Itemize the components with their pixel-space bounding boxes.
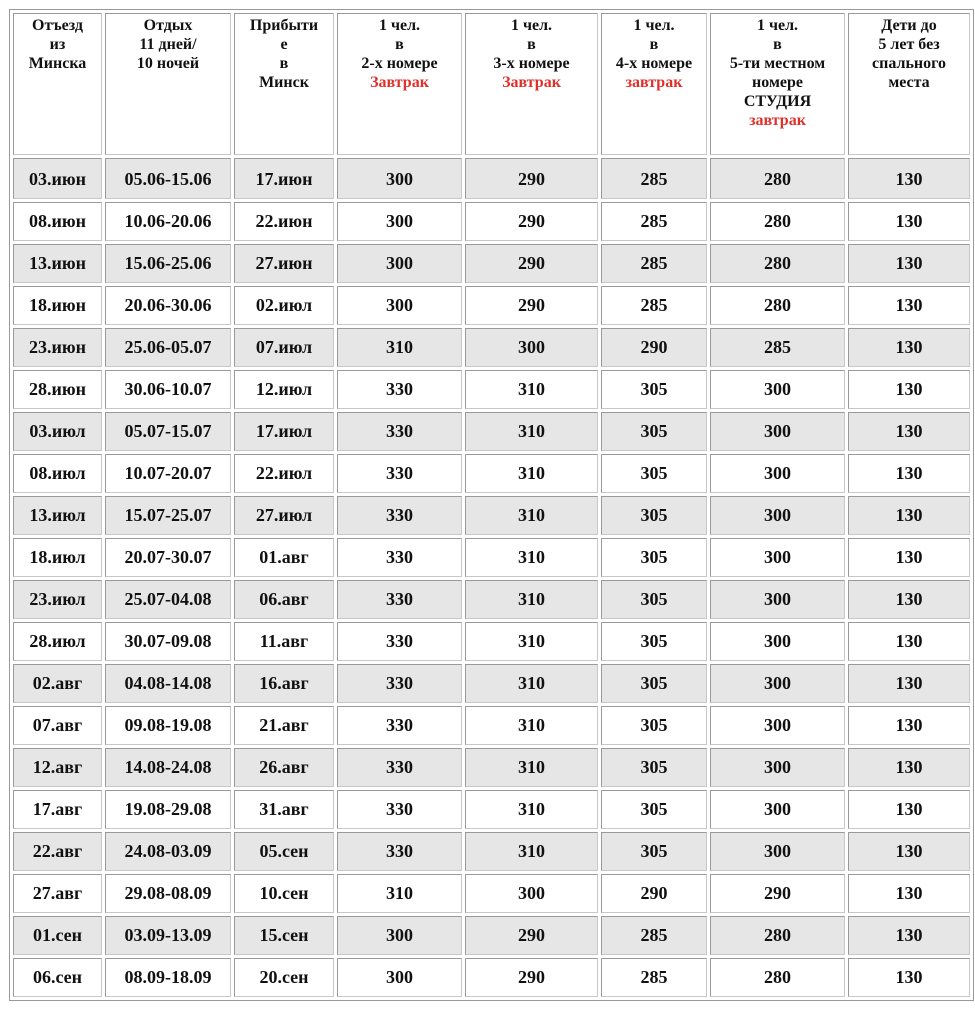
header-arrival-minsk [234,13,334,155]
header-text-line: 1 чел. [378,17,421,34]
table-header-row [13,13,970,155]
arrival-date-cell: 06.авг [234,580,334,619]
header-text-line: 4-х номере [615,55,693,72]
price-studio-cell: 300 [710,664,845,703]
price-studio-cell: 285 [710,328,845,367]
arrival-date-cell: 16.авг [234,664,334,703]
price-studio-cell: 300 [710,580,845,619]
table-body [13,158,970,997]
departure-date-cell: 17.авг [13,790,102,829]
rest-period-cell: 25.06-05.07 [105,328,231,367]
departure-date-cell: 18.июл [13,538,102,577]
rest-period-cell: 29.08-08.09 [105,874,231,913]
price-quad-cell: 305 [601,538,707,577]
table-row [13,538,970,577]
price-double-cell: 300 [337,916,462,955]
price-studio-cell: 280 [710,244,845,283]
departure-date-cell: 01.сен [13,916,102,955]
table-row [13,664,970,703]
price-triple-cell: 290 [465,958,598,997]
price-studio-cell: 300 [710,496,845,535]
price-double-cell: 330 [337,748,462,787]
price-double-cell: 330 [337,412,462,451]
price-child-cell: 130 [848,412,970,451]
rest-period-cell: 24.08-03.09 [105,832,231,871]
price-studio-cell: 300 [710,790,845,829]
departure-date-cell: 23.июл [13,580,102,619]
price-child-cell: 130 [848,328,970,367]
price-double-cell: 330 [337,454,462,493]
price-triple-cell: 310 [465,832,598,871]
table-row [13,496,970,535]
price-triple-cell: 310 [465,580,598,619]
departure-date-cell: 18.июн [13,286,102,325]
price-double-cell: 300 [337,202,462,241]
price-studio-cell: 300 [710,748,845,787]
arrival-date-cell: 27.июл [234,496,334,535]
rest-period-cell: 05.06-15.06 [105,158,231,199]
table-row [13,328,970,367]
price-double-cell: 330 [337,496,462,535]
rest-period-cell: 14.08-24.08 [105,748,231,787]
header-price-quad-room [601,13,707,155]
price-studio-cell: 280 [710,202,845,241]
rest-period-cell: 30.07-09.08 [105,622,231,661]
price-double-cell: 310 [337,874,462,913]
departure-date-cell: 03.июн [13,158,102,199]
header-text-line: Дети до [881,17,937,34]
price-child-cell: 130 [848,622,970,661]
price-double-cell: 330 [337,538,462,577]
departure-date-cell: 23.июн [13,328,102,367]
price-triple-cell: 290 [465,286,598,325]
departure-date-cell: 22.авг [13,832,102,871]
header-text-line: из [49,36,66,53]
price-triple-cell: 310 [465,538,598,577]
price-studio-cell: 280 [710,916,845,955]
price-triple-cell: 310 [465,454,598,493]
arrival-date-cell: 22.июн [234,202,334,241]
arrival-date-cell: 27.июн [234,244,334,283]
price-child-cell: 130 [848,916,970,955]
header-departure-minsk [13,13,102,155]
price-studio-cell: 280 [710,158,845,199]
arrival-date-cell: 15.сен [234,916,334,955]
price-triple-cell: 290 [465,916,598,955]
table-row [13,916,970,955]
price-quad-cell: 305 [601,664,707,703]
table-row [13,286,970,325]
arrival-date-cell: 10.сен [234,874,334,913]
rest-period-cell: 20.07-30.07 [105,538,231,577]
price-child-cell: 130 [848,748,970,787]
header-text-line: Минска [28,55,87,72]
price-studio-cell: 300 [710,538,845,577]
rest-period-cell: 30.06-10.07 [105,370,231,409]
departure-date-cell: 27.авг [13,874,102,913]
rest-period-cell: 10.06-20.06 [105,202,231,241]
price-table [9,9,974,1001]
price-studio-cell: 300 [710,454,845,493]
header-text-line: 5 лет без [878,36,940,53]
price-triple-cell: 310 [465,412,598,451]
price-child-cell: 130 [848,832,970,871]
rest-period-cell: 09.08-19.08 [105,706,231,745]
price-double-cell: 300 [337,286,462,325]
rest-period-cell: 10.07-20.07 [105,454,231,493]
header-text-line: 11 дней/ [139,36,197,53]
price-double-cell: 330 [337,622,462,661]
departure-date-cell: 12.авг [13,748,102,787]
price-child-cell: 130 [848,706,970,745]
price-quad-cell: 305 [601,790,707,829]
price-child-cell: 130 [848,370,970,409]
header-meal-label: Завтрак [502,74,561,91]
price-quad-cell: 305 [601,748,707,787]
departure-date-cell: 07.авг [13,706,102,745]
price-triple-cell: 290 [465,244,598,283]
price-double-cell: 330 [337,580,462,619]
price-quad-cell: 305 [601,496,707,535]
header-text-line: 1 чел. [756,17,799,34]
header-text-line: 2-х номере [361,55,438,72]
arrival-date-cell: 01.авг [234,538,334,577]
price-child-cell: 130 [848,454,970,493]
arrival-date-cell: 21.авг [234,706,334,745]
table-row [13,622,970,661]
price-triple-cell: 310 [465,622,598,661]
header-price-double-room [337,13,462,155]
price-child-cell: 130 [848,286,970,325]
header-text-line: 1 чел. [510,17,553,34]
price-studio-cell: 300 [710,412,845,451]
arrival-date-cell: 17.июл [234,412,334,451]
header-text-line: в [527,36,536,53]
rest-period-cell: 15.07-25.07 [105,496,231,535]
header-price-triple-room [465,13,598,155]
price-child-cell: 130 [848,790,970,829]
price-triple-cell: 300 [465,874,598,913]
arrival-date-cell: 05.сен [234,832,334,871]
departure-date-cell: 03.июл [13,412,102,451]
arrival-date-cell: 20.сен [234,958,334,997]
price-double-cell: 330 [337,832,462,871]
price-quad-cell: 305 [601,622,707,661]
price-triple-cell: 310 [465,664,598,703]
arrival-date-cell: 02.июл [234,286,334,325]
price-quad-cell: 290 [601,328,707,367]
departure-date-cell: 06.сен [13,958,102,997]
rest-period-cell: 05.07-15.07 [105,412,231,451]
departure-date-cell: 02.авг [13,664,102,703]
price-quad-cell: 305 [601,832,707,871]
price-studio-cell: 300 [710,706,845,745]
departure-date-cell: 13.июн [13,244,102,283]
header-rest-period [105,13,231,155]
price-studio-cell: 300 [710,370,845,409]
price-child-cell: 130 [848,874,970,913]
header-text-line: в [279,55,289,72]
arrival-date-cell: 12.июл [234,370,334,409]
arrival-date-cell: 22.июл [234,454,334,493]
table-row [13,832,970,871]
header-text-line: в [649,36,659,53]
header-text-line: места [888,74,930,91]
departure-date-cell: 13.июл [13,496,102,535]
header-text-line: Минск [259,74,309,91]
price-child-cell: 130 [848,158,970,199]
price-quad-cell: 305 [601,370,707,409]
header-text-line: в [395,36,404,53]
table-row [13,370,970,409]
price-table-wrapper [9,9,974,1001]
rest-period-cell: 04.08-14.08 [105,664,231,703]
price-quad-cell: 285 [601,244,707,283]
table-row [13,706,970,745]
rest-period-cell: 20.06-30.06 [105,286,231,325]
price-double-cell: 300 [337,244,462,283]
header-text-line: 1 чел. [633,17,675,34]
price-quad-cell: 305 [601,580,707,619]
table-row [13,874,970,913]
price-triple-cell: 310 [465,496,598,535]
header-text-line: СТУДИЯ [743,93,812,110]
price-quad-cell: 285 [601,158,707,199]
table-row [13,202,970,241]
price-child-cell: 130 [848,958,970,997]
header-text-line: номере [752,74,803,91]
price-quad-cell: 305 [601,706,707,745]
table-row [13,412,970,451]
departure-date-cell: 28.июл [13,622,102,661]
price-quad-cell: 285 [601,202,707,241]
price-child-cell: 130 [848,202,970,241]
price-quad-cell: 305 [601,412,707,451]
table-row [13,454,970,493]
price-studio-cell: 290 [710,874,845,913]
price-child-cell: 130 [848,664,970,703]
header-text-line: Отъезд [32,17,83,34]
header-meal-label: Завтрак [370,74,429,91]
price-double-cell: 330 [337,790,462,829]
price-quad-cell: 285 [601,916,707,955]
departure-date-cell: 08.июн [13,202,102,241]
price-double-cell: 300 [337,158,462,199]
header-text-line: 10 ночей [136,55,200,72]
header-text-line: спального [872,55,946,72]
arrival-date-cell: 17.июн [234,158,334,199]
price-double-cell: 300 [337,958,462,997]
price-double-cell: 310 [337,328,462,367]
table-row [13,244,970,283]
price-triple-cell: 310 [465,790,598,829]
header-meal-label: завтрак [625,74,683,91]
price-studio-cell: 280 [710,286,845,325]
table-row [13,748,970,787]
arrival-date-cell: 31.авг [234,790,334,829]
header-text-line: 5-ти местном [729,55,826,72]
table-row [13,158,970,199]
price-quad-cell: 305 [601,454,707,493]
price-double-cell: 330 [337,664,462,703]
header-text-line: в [773,36,782,53]
price-quad-cell: 285 [601,958,707,997]
header-children-under-5 [848,13,970,155]
arrival-date-cell: 07.июл [234,328,334,367]
price-child-cell: 130 [848,538,970,577]
price-triple-cell: 310 [465,370,598,409]
price-triple-cell: 300 [465,328,598,367]
rest-period-cell: 03.09-13.09 [105,916,231,955]
arrival-date-cell: 26.авг [234,748,334,787]
header-price-studio-room [710,13,845,155]
arrival-date-cell: 11.авг [234,622,334,661]
rest-period-cell: 08.09-18.09 [105,958,231,997]
table-row [13,790,970,829]
price-child-cell: 130 [848,580,970,619]
header-text-line: е [280,36,288,53]
price-studio-cell: 300 [710,622,845,661]
rest-period-cell: 25.07-04.08 [105,580,231,619]
price-child-cell: 130 [848,244,970,283]
table-row [13,580,970,619]
price-studio-cell: 280 [710,958,845,997]
header-meal-label: завтрак [749,112,806,129]
rest-period-cell: 19.08-29.08 [105,790,231,829]
departure-date-cell: 28.июн [13,370,102,409]
price-triple-cell: 290 [465,158,598,199]
price-double-cell: 330 [337,370,462,409]
table-row [13,958,970,997]
departure-date-cell: 08.июл [13,454,102,493]
price-studio-cell: 300 [710,832,845,871]
price-child-cell: 130 [848,496,970,535]
price-triple-cell: 290 [465,202,598,241]
header-text-line: Отдых [143,17,193,34]
header-text-line: Прибыти [249,17,319,34]
rest-period-cell: 15.06-25.06 [105,244,231,283]
header-text-line: 3-х номере [493,55,570,72]
price-double-cell: 330 [337,706,462,745]
price-quad-cell: 290 [601,874,707,913]
price-triple-cell: 310 [465,748,598,787]
price-quad-cell: 285 [601,286,707,325]
price-triple-cell: 310 [465,706,598,745]
